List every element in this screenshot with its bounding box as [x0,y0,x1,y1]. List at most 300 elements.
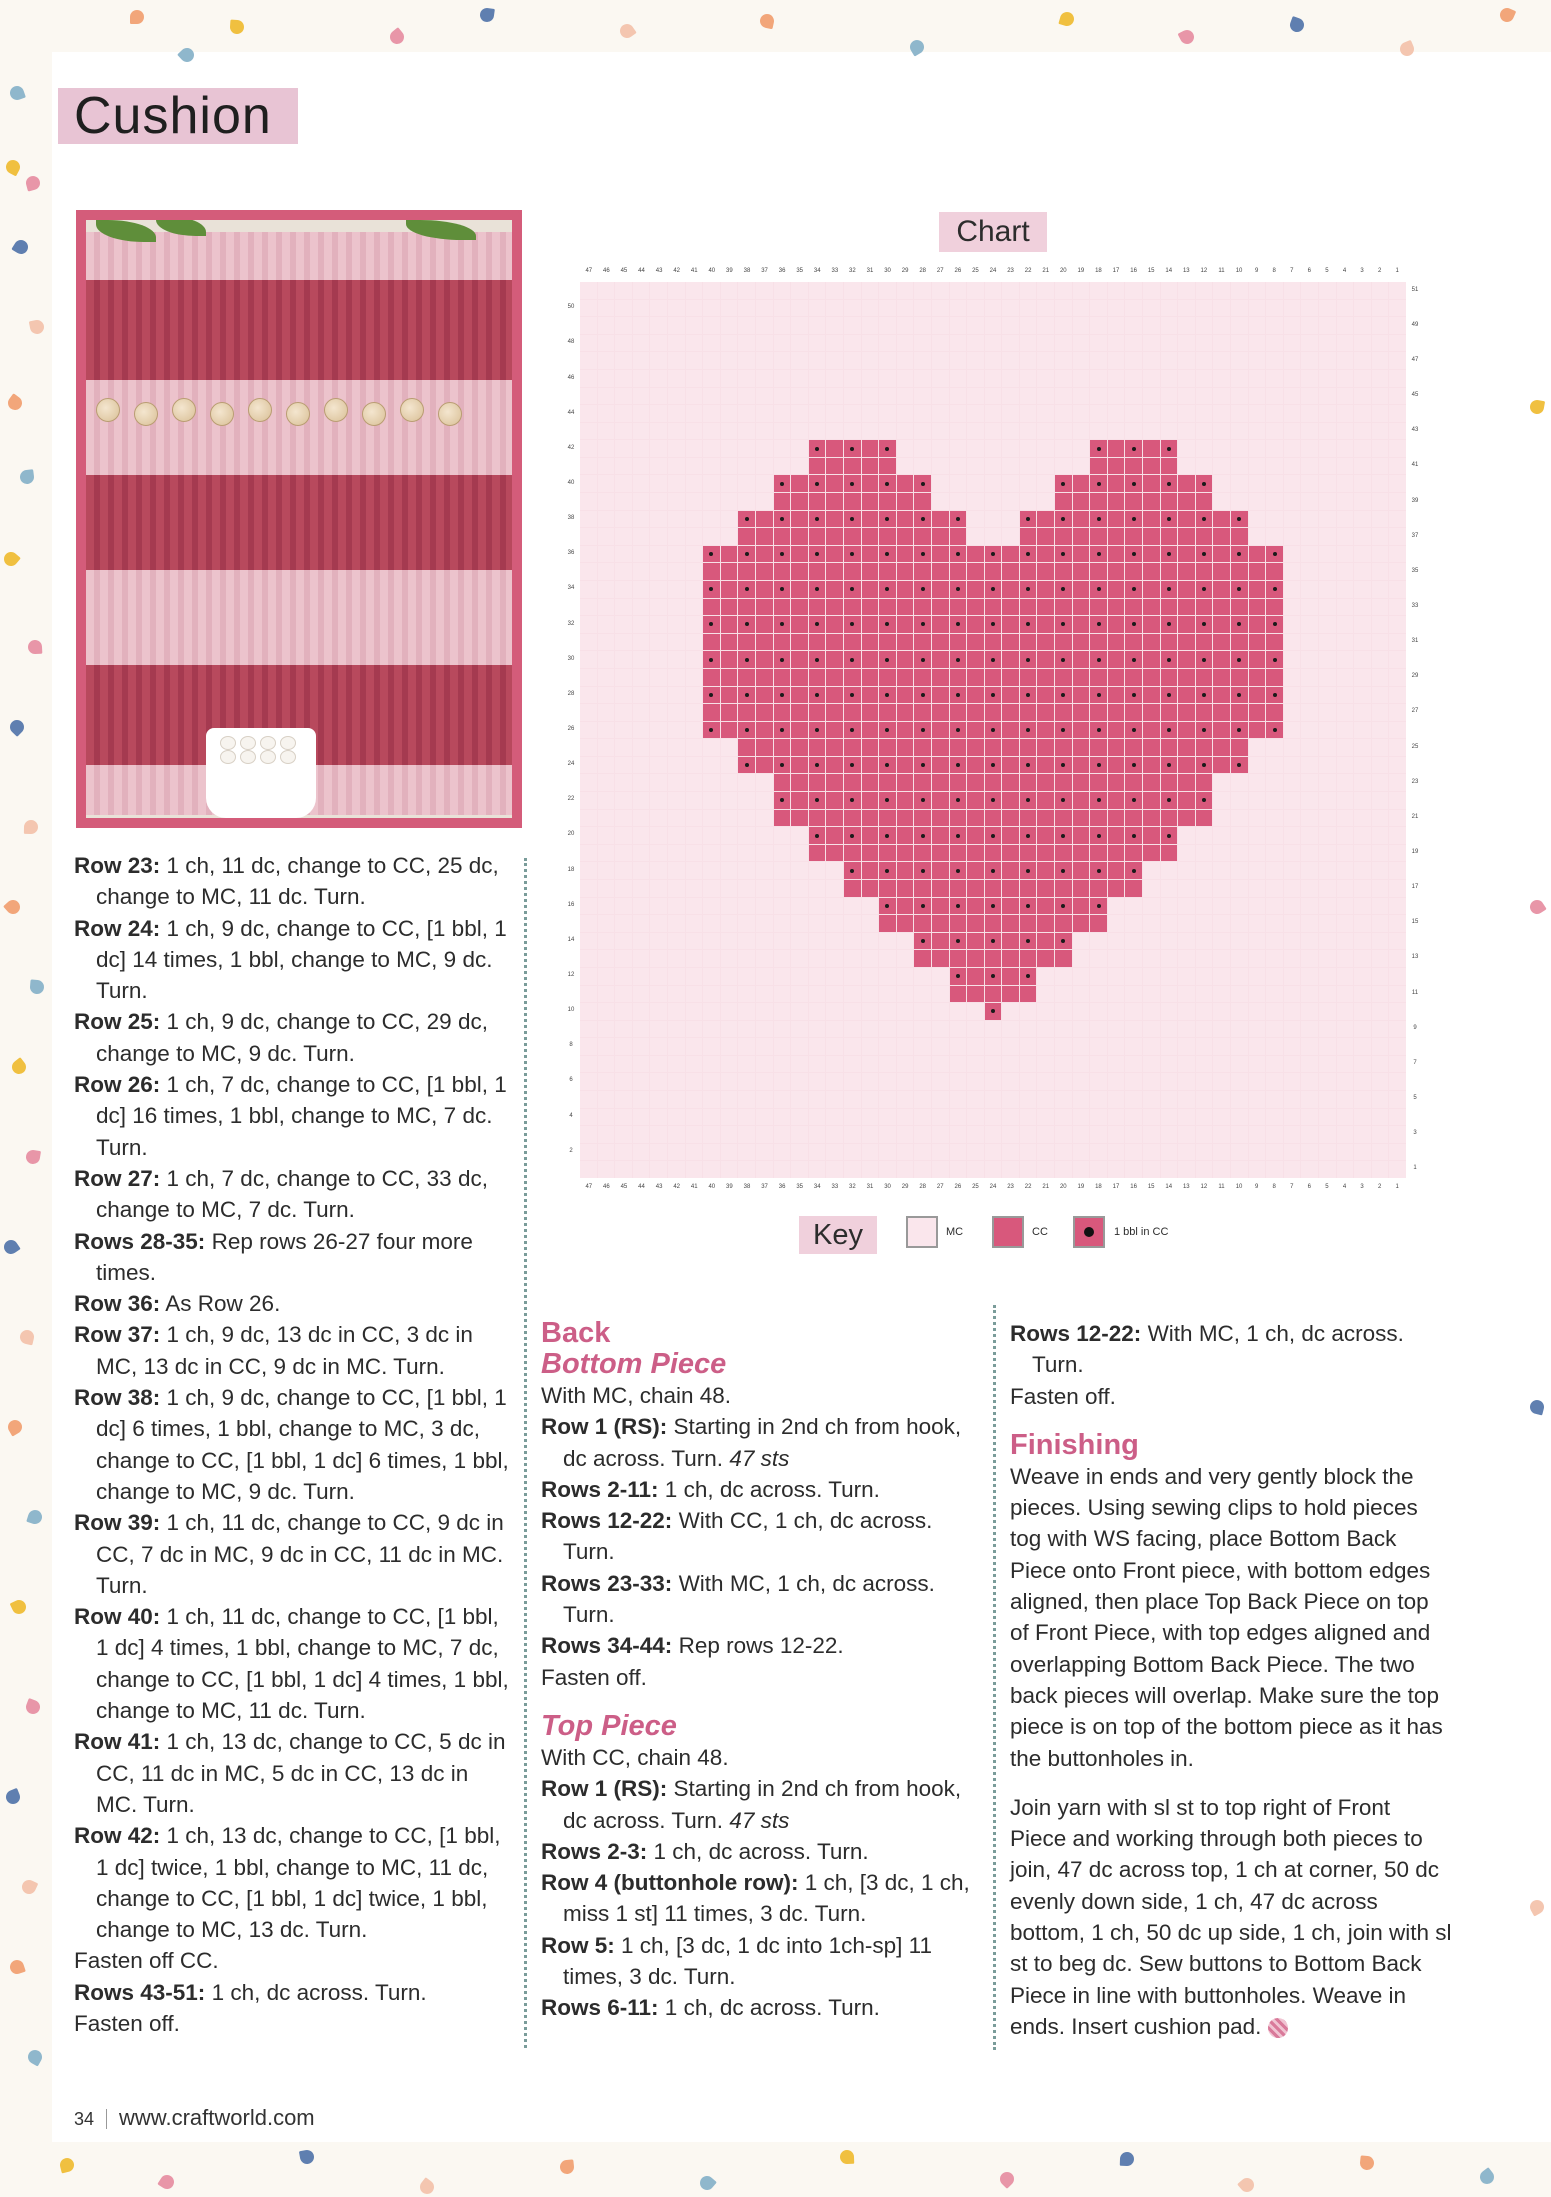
chart-cell [1249,968,1266,985]
chart-cell [967,792,984,809]
chart-cell [826,1091,843,1108]
chart-cell [1196,423,1213,440]
row-number: 6 [569,1077,573,1084]
chart-cell [580,827,597,844]
chart-cell [1319,827,1336,844]
chart-cell [862,511,879,528]
chart-cell [774,986,791,1003]
chart-cell [826,423,843,440]
chart-cell [1125,933,1142,950]
confetti-dot [11,237,30,256]
chart-cell [756,282,773,299]
chart-cell [668,669,685,686]
chart-cell [897,986,914,1003]
chart-cell [615,1056,632,1073]
chart-cell [844,370,861,387]
confetti-dot [4,158,23,177]
chart-cell [1231,1073,1248,1090]
chart-cell [1337,405,1354,422]
chart-cell [1249,1073,1266,1090]
chart-cell [1178,1091,1195,1108]
chart-cell [668,1021,685,1038]
chart-cell [580,968,597,985]
chart-cell [914,1091,931,1108]
chart-cell [1319,581,1336,598]
finishing-paragraph-1: Weave in ends and very gently block the pieces. Using sewing clips to hold pieces tog with WS facing, place Bottom Back Piece onto Front piece, with bottom edges aligned, then place Top Back Piece on top of Front Piece, with top edges aligned and overlapping Bottom Back Piece. The two back pieces will overlap. Make sure the top piece is on top of the bottom piece as it has the buttonholes in. [1010,1463,1443,1771]
confetti-dot [1477,2167,1497,2187]
column-number: 15 [1147,268,1155,274]
chart-cell [1161,704,1178,721]
chart-cell [703,1003,720,1020]
chart-cell [598,405,615,422]
chart-cell [1073,370,1090,387]
chart-cell [826,757,843,774]
chart-cell [932,739,949,756]
chart-cell [932,1038,949,1055]
chart-cell [1337,352,1354,369]
chart-cell [1249,792,1266,809]
chart-cell [879,1038,896,1055]
chart-cell [1319,335,1336,352]
chart-cell [1196,1091,1213,1108]
chart-cell [686,300,703,317]
chart-cell [1301,440,1318,457]
chart-cell [1301,599,1318,616]
chart-cell [1337,933,1354,950]
chart-cell [879,1091,896,1108]
chart-cell [756,423,773,440]
chart-cell [897,757,914,774]
chart-cell [633,388,650,405]
chart-cell [580,898,597,915]
chart-cell [932,915,949,932]
chart-cell [826,669,843,686]
chart-wrap [567,268,1419,1190]
chart-cell [1178,1003,1195,1020]
chart-cell [1002,475,1019,492]
chart-cell [1002,300,1019,317]
chart-cell [1337,651,1354,668]
chart-cell [1143,475,1160,492]
chart-cell [1073,511,1090,528]
chart-cell [862,968,879,985]
chart-cell [1284,1038,1301,1055]
row-label: Row 24: [74,915,161,941]
chart-cell [1249,722,1266,739]
chart-cell [826,616,843,633]
chart-cell [1266,405,1283,422]
chart-cell [879,1109,896,1126]
column-number: 42 [673,268,680,274]
chart-cell [862,880,879,897]
chart-cell [580,1003,597,1020]
chart-cell [844,616,861,633]
confetti-dot [417,2177,437,2197]
chart-cell [1319,634,1336,651]
chart-cell [1037,651,1054,668]
chart-cell [615,616,632,633]
chart-cell [1354,1003,1371,1020]
chart-cell [1002,528,1019,545]
chart-cell [791,1038,808,1055]
chart-cell [1249,475,1266,492]
chart-cell [1125,1003,1142,1020]
key-mc-label: MC [946,1226,964,1238]
chart-cell [967,370,984,387]
chart-cell [703,792,720,809]
footer-url[interactable]: www.craftworld.com [119,2105,315,2130]
chart-cell [1020,1109,1037,1126]
chart-cell [738,388,755,405]
chart-cell [914,599,931,616]
chart-cell [1125,352,1142,369]
chart-cell [738,757,755,774]
chart-cell [897,1126,914,1143]
chart-cell [897,370,914,387]
chart-cell [1196,388,1213,405]
chart-cell [1213,1021,1230,1038]
chart-cell [932,1144,949,1161]
chart-cell [721,1126,738,1143]
chart-cell [1337,1038,1354,1055]
chart-cell [633,950,650,967]
chart-cell [879,739,896,756]
chart-cell [1073,1109,1090,1126]
spacer [1010,1774,1452,1792]
chart-cell [703,352,720,369]
chart-cell [1178,669,1195,686]
chart-cell [1389,599,1406,616]
chart-cell [897,1038,914,1055]
row-number: 27 [1411,708,1419,715]
chart-cell [950,1144,967,1161]
row-number: 15 [1411,919,1419,926]
chart-cell [985,968,1002,985]
chart-cell [774,739,791,756]
chart-cell [774,1144,791,1161]
chart-cell [844,862,861,879]
chart-cell [1002,634,1019,651]
chart-cell [721,862,738,879]
chart-cell [650,388,667,405]
chart-cell [738,317,755,334]
chart-cell [897,616,914,633]
marshmallow [280,736,296,750]
chart-cell [1073,739,1090,756]
chart-cell [738,739,755,756]
chart-cell [1108,1126,1125,1143]
chart-cell [1337,792,1354,809]
chart-cell [1337,968,1354,985]
chart-cell [879,880,896,897]
chart-cell [1073,1056,1090,1073]
chart-cell [1354,933,1371,950]
chart-cell [791,845,808,862]
column-number: 36 [778,1184,786,1190]
chart-cell [1073,423,1090,440]
chart-cell [985,581,1002,598]
chart-cell [826,458,843,475]
chart-cell [633,1126,650,1143]
chart-cell [1125,599,1142,616]
chart-cell [1372,1073,1389,1090]
chart-cell [1389,915,1406,932]
chart-cell [791,528,808,545]
chart-cell [1125,1073,1142,1090]
chart-cell [1125,950,1142,967]
chart-cell [738,458,755,475]
chart-cell [1301,704,1318,721]
chart-cell [1161,335,1178,352]
row-number: 1 [1413,1165,1417,1172]
chart-cell [967,862,984,879]
chart-cell [1020,1126,1037,1143]
chart-cell [932,335,949,352]
chart-cell [862,1003,879,1020]
chart-cell [703,1038,720,1055]
chart-cell [598,1073,615,1090]
chart-cell [1249,651,1266,668]
chart-cell [756,546,773,563]
chart-cell [1161,845,1178,862]
chart-cell [756,898,773,915]
chart-cell [1284,704,1301,721]
pattern-row [541,1474,981,1505]
chart-cell [1178,1038,1195,1055]
chart-cell [914,458,931,475]
chart-cell [1161,1056,1178,1073]
chart-cell [1266,827,1283,844]
chart-cell [686,1161,703,1178]
chart-cell [1213,880,1230,897]
chart-cell [1354,1073,1371,1090]
chart-cell [932,440,949,457]
chart-cell [1090,352,1107,369]
chart-cell [1037,388,1054,405]
finishing-paragraph-2 [1010,1792,1452,2042]
chart-cell [756,1056,773,1073]
chart-cell [914,352,931,369]
chart-cell [1037,616,1054,633]
chart-cell [1090,915,1107,932]
chart-cell [985,862,1002,879]
chart-cell [809,616,826,633]
chart-cell [1125,405,1142,422]
chart-cell [1178,300,1195,317]
chart-cell [650,862,667,879]
chart-cell [721,1056,738,1073]
top-piece-heading: Top Piece [541,1709,677,1742]
chart-cell [1143,1021,1160,1038]
chart-cell [879,458,896,475]
chart-cell [1266,317,1283,334]
chart-cell [985,1003,1002,1020]
chart-cell [774,370,791,387]
chart-cell [1372,792,1389,809]
chart-cell [1143,634,1160,651]
chart-cell [580,739,597,756]
chart-cell [879,669,896,686]
chart-cell [826,810,843,827]
chart-cell [1231,528,1248,545]
chart-cell [862,774,879,791]
chart-cell [950,827,967,844]
chart-cell [1073,352,1090,369]
pattern-row [74,1319,514,1382]
chart-cell [1073,862,1090,879]
chart-cell [1090,511,1107,528]
chart-cell [1125,915,1142,932]
chart-cell [879,388,896,405]
pattern-row [74,1069,514,1163]
chart-cell [809,634,826,651]
chart-cell [1337,1003,1354,1020]
chart-cell [580,528,597,545]
chart-cell [985,405,1002,422]
chart-cell [1372,757,1389,774]
chart-cell [862,599,879,616]
chart-cell [967,986,984,1003]
chart-cell [721,335,738,352]
chart-cell [1196,898,1213,915]
chart-cell [668,880,685,897]
chart-cell [668,388,685,405]
chart-cell [1073,1091,1090,1108]
chart-cell [1055,475,1072,492]
chart-cell [1354,827,1371,844]
chart-cell [826,774,843,791]
chart-cell [1161,862,1178,879]
chart-cell [580,300,597,317]
chart-cell [1213,546,1230,563]
chart-cell [1161,1021,1178,1038]
chart-cell [1213,317,1230,334]
chart-cell [1284,915,1301,932]
chart-cell [774,968,791,985]
row-number: 38 [567,515,575,522]
chart-cell [1389,792,1406,809]
chart-cell [1055,687,1072,704]
page-title: Cushion [74,87,272,145]
chart-cell [1108,1003,1125,1020]
chart-cell [1354,1038,1371,1055]
chart-cell [738,880,755,897]
chart-title: Chart [939,212,1047,252]
chart-cell [721,792,738,809]
chart-cell [774,335,791,352]
chart-cell [1196,563,1213,580]
chart-cell [686,774,703,791]
chart-cell [879,599,896,616]
chart-cell [1178,511,1195,528]
chart-cell [932,1056,949,1073]
chart-cell [598,1021,615,1038]
chart-cell [1319,950,1336,967]
chart-cell [1178,1021,1195,1038]
chart-cell [774,757,791,774]
chart-cell [1020,335,1037,352]
chart-cell [1073,546,1090,563]
chart-cell [1002,458,1019,475]
column-number: 42 [673,1184,680,1190]
chart-cell [580,651,597,668]
chart-cell [668,757,685,774]
confetti-dot [1,549,21,569]
row-number: 42 [567,444,575,451]
chart-cell [738,634,755,651]
chart-cell [809,528,826,545]
chart-cell [686,440,703,457]
chart-cell [756,722,773,739]
chart-cell [1337,880,1354,897]
chart-cell [615,493,632,510]
chart-cell [826,1109,843,1126]
row-text: With CC, 1 ch, dc across. Turn. [563,1508,933,1565]
chart-cell [738,669,755,686]
column-number: 8 [1272,1184,1276,1190]
chart-cell [1231,1144,1248,1161]
chart-cell [1301,1126,1318,1143]
chart-cell [1161,581,1178,598]
chart-cell [897,669,914,686]
chart-cell [1196,1021,1213,1038]
chart-cell [1231,774,1248,791]
wooden-button [438,402,462,426]
chart-cell [1020,634,1037,651]
column-number: 27 [936,1184,944,1190]
chart-cell [686,599,703,616]
chart-cell [1354,599,1371,616]
chart-cell [1073,282,1090,299]
chart-cell [774,458,791,475]
chart-cell [897,599,914,616]
chart-cell [633,1091,650,1108]
chart-cell [1037,511,1054,528]
confetti-dot [840,2150,854,2164]
chart-cell [1354,405,1371,422]
chart-cell [1319,352,1336,369]
chart-cell [1301,774,1318,791]
chart-cell [862,423,879,440]
chart-cell [950,352,967,369]
chart-cell [1231,1126,1248,1143]
chart-cell [1037,1161,1054,1178]
chart-cell [650,986,667,1003]
chart-cell [738,651,755,668]
column-number: 12 [1200,1184,1208,1190]
chart-cell [897,739,914,756]
chart-cell [1037,722,1054,739]
chart-cell [633,581,650,598]
chart-cell [1073,968,1090,985]
chart-cell [967,1003,984,1020]
chart-cell [1090,933,1107,950]
chart-cell [1301,300,1318,317]
chart-cell [809,1091,826,1108]
rows-end: Fasten off. [1010,1383,1116,1409]
rows-12-22-label: Rows 12-22: [1010,1321,1142,1346]
chart-cell [1372,810,1389,827]
chart-cell [668,950,685,967]
chart-cell [721,546,738,563]
chart-cell [950,546,967,563]
chart-cell [1213,388,1230,405]
chart-cell [1213,968,1230,985]
chart-cell [950,493,967,510]
chart-cell [1002,546,1019,563]
chart-cell [1231,335,1248,352]
marshmallow [220,750,236,764]
